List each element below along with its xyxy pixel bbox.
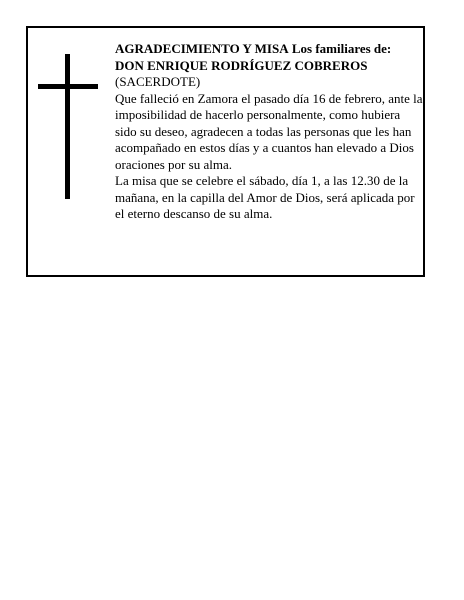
- cross-icon: [38, 54, 98, 199]
- notice-paragraph-2: La misa que se celebre el sábado, día 1, a las 12.30 de la mañana, en la capilla del Amor de Dios, será aplicada por el eterno descanso de su alma.: [115, 173, 415, 221]
- notice-heading-continuation: Los familiares de:: [291, 41, 392, 56]
- cross-vertical-bar: [65, 54, 70, 199]
- notice-text: [115, 41, 425, 223]
- notice-paragraph-1: Que falleció en Zamora el pasado día 16 de febrero, ante la imposibilidad de hacerlo personalmente, como hubiera sido su deseo, agradecen a todas las personas que les han acompañado en estos días y a cuantos han elevado a Dios oraciones por su alma.: [115, 90, 423, 172]
- notice-heading: AGRADECIMIENTO Y MISA: [115, 41, 289, 56]
- notice-header-line: [115, 41, 425, 58]
- deceased-name: DON ENRIQUE RODRÍGUEZ COBREROS: [115, 57, 368, 73]
- obituary-notice: [26, 26, 425, 277]
- deceased-title: (SACERDOTE): [115, 74, 201, 89]
- cross-horizontal-bar: [38, 84, 98, 89]
